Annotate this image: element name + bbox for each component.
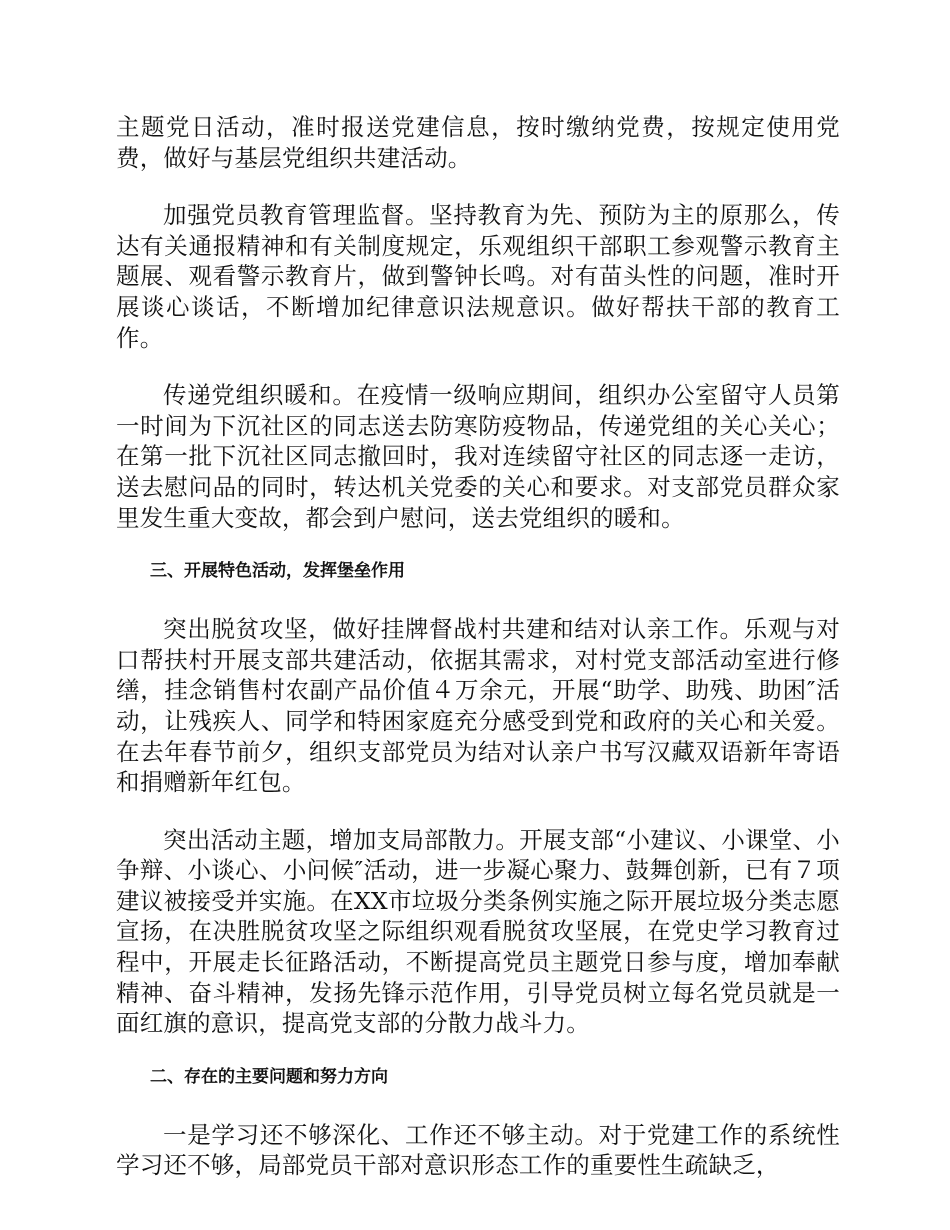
section-heading-special-activities: 三、开展特色活动，发挥堡垒作用 [150, 561, 405, 582]
paragraph-poverty-alleviation: 突出脱贫攻坚，做好挂牌督战村共建和结对认亲工作。乐观与对口帮扶村开展支部共建活动，依据其需求，对村党支部活动室进行修缮，挂念销售村农副产品价值４万余元，开展“助学、助残、助困″活动，让残疾人、同学和特困家庭充分感受到党和政府的关心和关爱。在去年春节前夕，组织支部党员为结对认亲户书写汉藏双语新年寄语和捐赠新年红包。 [116, 615, 840, 797]
paragraph-education-supervision: 加强党员教育管理监督。坚持教育为先、预防为主的原那么，传达有关通报精神和有关制度规定，乐观组织干部职工参观警示教育主题展、观看警示教育片，做到警钟长鸣。对有苗头性的问题，准时开展谈心谈话，不断增加纪律意识法规意识。做好帮扶干部的教育工作。 [116, 201, 840, 352]
document-body [116, 112, 840, 1208]
section-heading-problems: 二、存在的主要问题和努力方向 [150, 1066, 388, 1087]
paragraph-problem-one: 一是学习还不够深化、工作还不够主动。对于党建工作的系统性学习还不够，局部党员干部对意识形态工作的重要性生疏缺乏， [116, 1120, 840, 1180]
paragraph-continuation: 主题党日活动，准时报送党建信息，按时缴纳党费，按规定使用党费，做好与基层党组织共建活动。 [116, 113, 840, 172]
paragraph-activity-theme: 突出活动主题，增加支局部散力。开展支部“小建议、小课堂、小争辩、小谈心、小问候″活动，进一步凝心聚力、鼓舞创新，已有７项建议被接受并实施。在XX市垃圾分类条例实施之际开展垃圾分类志愿宣扬，在决胜脱贫攻坚之际组织观看脱贫攻坚展，在党史学习教育过程中，开展走长征路活动，不断提高党员主题党日参与度，增加奉献精神、奋斗精神，发扬先锋示范作用，引导党员树立每名党员就是一面红旗的意识，提高党支部的分散力战斗力。 [116, 825, 840, 1038]
paragraph-party-warmth: 传递党组织暖和。在疫情一级响应期间，组织办公室留守人员第一时间为下沉社区的同志送去防寒防疫物品，传递党组的关心关心；在第一批下沉社区同志撤回时，我对连续留守社区的同志逐一走访，送去慰问品的同时，转达机关党委的关心和要求。对支部党员群众家里发生重大变故，都会到户慰问，送去党组织的暖和。 [116, 381, 840, 532]
